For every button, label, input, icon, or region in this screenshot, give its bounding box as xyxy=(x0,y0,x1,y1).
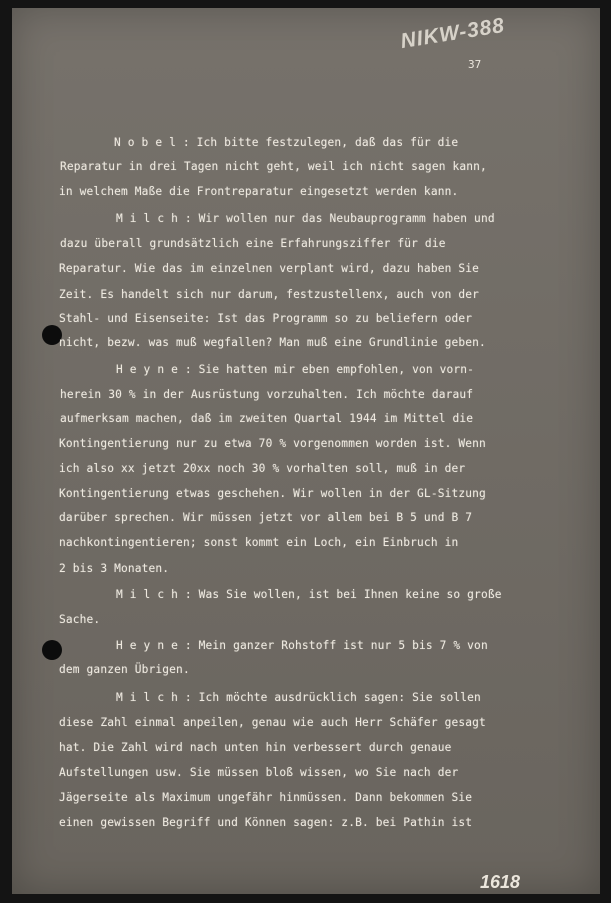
line-text: in welchem Maße die Frontreparatur eingesetzt werden kann. xyxy=(59,185,459,198)
line-text: Kontingentierung nur zu etwa 70 % vorgenommen worden ist. Wenn xyxy=(59,437,486,450)
text-line xyxy=(59,741,451,755)
text-line xyxy=(59,511,472,525)
line-text: ich also xx jetzt 20xx noch 30 % vorhalten soll, muß in der xyxy=(59,462,466,475)
line-text: nicht, bezw. was muß wegfallen? Man muß eine Grundlinie geben. xyxy=(59,336,486,349)
text-line xyxy=(59,766,458,780)
line-text: diese Zahl einmal anpeilen, genau wie auch Herr Schäfer gesagt xyxy=(59,716,486,729)
line-text: Reparatur. Wie das im einzelnen verplant wird, dazu haben Sie xyxy=(59,262,480,275)
line-text: Reparatur in drei Tagen nicht geht, weil ich nicht sagen kann, xyxy=(60,160,487,173)
text-line xyxy=(116,691,481,705)
line-text: 2 bis 3 Monaten. xyxy=(59,562,170,575)
text-line xyxy=(59,536,458,550)
line-text: Was Sie wollen, ist bei Ihnen keine so große xyxy=(191,588,502,601)
line-text: Zeit. Es handelt sich nur darum, festzustellenx, auch von der xyxy=(59,288,480,301)
speaker-name: H e y n e : xyxy=(116,363,192,376)
line-text: dem ganzen Übrigen. xyxy=(59,663,190,676)
text-line xyxy=(60,412,473,426)
folio-number: 1618 xyxy=(480,872,521,892)
text-line xyxy=(59,185,458,199)
text-line xyxy=(59,716,486,730)
line-text: Ich möchte ausdrücklich sagen: Sie sollen xyxy=(191,691,481,704)
text-line xyxy=(60,388,473,402)
text-line xyxy=(59,288,479,302)
text-line xyxy=(116,588,502,602)
text-line xyxy=(116,639,488,653)
text-line xyxy=(60,160,487,174)
line-text: einen gewissen Begriff und Können sagen: z.B. bei Pathin ist xyxy=(59,816,473,829)
line-text: nachkontingentieren; sonst kommt ein Loch, ein Einbruch in xyxy=(59,536,459,549)
speaker-name: M i l c h : xyxy=(116,588,192,601)
text-line xyxy=(116,212,495,226)
line-text: dazu überall grundsätzlich eine Erfahrungsziffer für die xyxy=(60,237,446,250)
line-text: Kontingentierung etwas geschehen. Wir wollen in der GL-Sitzung xyxy=(59,487,486,500)
document-page xyxy=(12,8,600,894)
line-text: hat. Die Zahl wird nach unten hin verbessert durch genaue xyxy=(59,741,452,754)
text-line xyxy=(59,562,169,576)
line-text: Stahl- und Eisenseite: Ist das Programm so zu beliefern oder xyxy=(59,312,473,325)
line-text: Sie hatten mir eben empfohlen, von vorn- xyxy=(191,363,475,376)
speaker-name: N o b e l : xyxy=(114,136,190,149)
archive-stamp: NIKW-388 xyxy=(398,13,507,54)
text-line xyxy=(114,136,458,150)
text-line xyxy=(59,437,486,451)
speaker-name: H e y n e : xyxy=(116,639,192,652)
line-text: Aufstellungen usw. Sie müssen bloß wissen, wo Sie nach der xyxy=(59,766,459,779)
line-text: Mein ganzer Rohstoff ist nur 5 bis 7 % von xyxy=(191,639,488,652)
text-line xyxy=(59,487,486,501)
text-line xyxy=(59,663,190,677)
page-number: 37 xyxy=(468,58,482,71)
line-text: Ich bitte festzulegen, daß das für die xyxy=(189,136,459,149)
text-line xyxy=(59,462,465,476)
text-line xyxy=(59,262,479,276)
line-text: Wir wollen nur das Neubauprogramm haben und xyxy=(191,212,495,225)
text-line xyxy=(59,791,472,805)
line-text: Sache. xyxy=(59,613,101,626)
text-line xyxy=(59,613,100,627)
speaker-name: M i l c h : xyxy=(116,212,192,225)
text-line xyxy=(59,336,486,350)
text-line xyxy=(116,363,474,377)
punch-hole-bottom xyxy=(42,640,62,660)
line-text: darüber sprechen. Wir müssen jetzt vor allem bei B 5 und B 7 xyxy=(59,511,473,524)
text-line xyxy=(59,816,472,830)
text-line xyxy=(60,237,446,251)
text-line xyxy=(59,312,472,326)
line-text: herein 30 % in der Ausrüstung vorzuhalten. Ich möchte darauf xyxy=(60,388,474,401)
line-text: Jägerseite als Maximum ungefähr hinmüssen. Dann bekommen Sie xyxy=(59,791,473,804)
line-text: aufmerksam machen, daß im zweiten Quartal 1944 im Mittel die xyxy=(60,412,474,425)
speaker-name: M i l c h : xyxy=(116,691,192,704)
